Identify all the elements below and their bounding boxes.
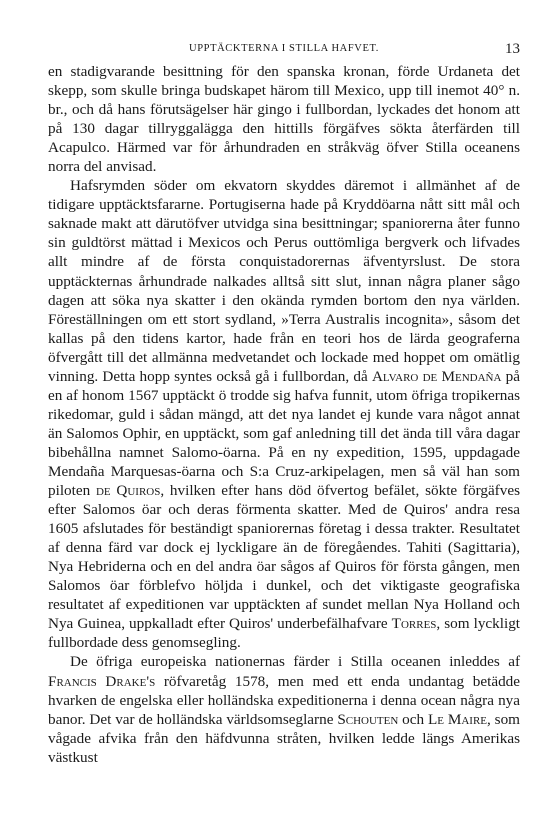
text-segment: en stadigvarande besittning för den spanska kronan, förde Urdaneta det skepp, som skulle bringa budskapet härom till Mexico, upp till inemot 40° n. br., och då hans förutsägelser här gingo i fullbordan, lyckades det honom att på 130 dagar tillryggalägga den hittills förgäfves sökta återfärden till Acapulco. Härmed var för århundraden en stråkväg öfver Stilla oceanens norra del anvisad. (48, 63, 520, 176)
person-name: Francis Drake's (48, 672, 156, 690)
running-title: UPPTÄCKTERNA I STILLA HAFVET. (189, 43, 379, 54)
body-text (48, 62, 520, 767)
paragraph (48, 62, 520, 176)
text-segment: röfvaretåg 1578, men med ett enda undantag betädde hvarken de engelska eller holländska expeditionerna i denna ocean några nya banor. Det var de holländska världsomseglarne (48, 672, 520, 728)
text-segment: , som vågade afvika från den häfdvunna stråten, hvilken ledde längs Amerikas västkust (48, 710, 520, 766)
text-segment: De öfriga europeiska nationernas färder i Stilla oceanen inleddes af (70, 653, 520, 671)
text-segment: på en af honom 1567 upptäckt ö trodde sig hafva funnit, utom öfriga tropikernas rikedomar, guld i sådan mängd, att det nya landet ej kunde vara något annat än Salomos Ophir, en upptäckt, som gaf anledning till det ända till våra dagar bibehållna namnet Salomo-öarna. På en ny expedition, 1595, uppdagade Mendaña Marquesas-öarna och S:a Cruz-arkipelagen, men så väl han som piloten (48, 367, 520, 500)
person-name: Alvaro de Mendaña (371, 367, 502, 385)
text-segment: Hafsrymden söder om ekvatorn skyddes däremot i allmänhet af de tidigare upptäcktsfararne. Portugiserna hade på Kryddöarna nått sitt mål och saknade makt att därutöfver utvidga sina besittningar; spaniorerna åter funno sin guldtörst mättad i Mexicos och Perus outtömliga bergverk och lifvades allt mindre af de första conquistadorernas äfventyrslust. De stora upptäckternas århundrade nalkades alltså sitt slut, innan några planer sågo dagen att söka nya skatter i den okända rymden bortom den nya världen. Föreställningen om ett stort sydland, »Terra Australis incognita», såsom det kallas på den tidens kartor, hade från en teori hos de lärda geograferna öfvergått till det allmänna medvetandet och lockade med hoppet om omätlig vinning. Detta hopp syntes också gå i fullbordan, då (48, 177, 520, 385)
person-name: de Quiros (95, 482, 161, 500)
person-name: Le Maire (427, 710, 488, 728)
text-segment: , som lyckligt fullbordade dess genomsegling. (48, 615, 521, 652)
person-name: Schouten (337, 710, 399, 728)
paragraph (48, 176, 520, 652)
text-segment: , hvilken efter hans död öfvertog befälet, sökte förgäfves efter Salomos öar och deras förmenta skatter. Med de Quiros' andra resa 1605 afslutades för beständigt spaniorernas företag i dessa trakter. Resultatet af denna färd var dock ej lyckligare än de föregåendes. Tahiti (Sagittaria), Nya Hebriderna och en del andra öar sågos af Quiros för första gången, men Salomos öar förblefvo höljda i dunkel, och det viktigaste geografiska resultatet af expeditionen var upptäckten af sundet mellan Nya Holland och Nya Guinea, uppkalladt efter Quiros' underbefälhafvare (48, 482, 520, 633)
text-segment: och (398, 710, 428, 728)
page-header (48, 38, 520, 60)
page-number: 13 (505, 41, 520, 57)
book-page (48, 38, 520, 767)
paragraph (48, 652, 520, 766)
person-name: Torres (391, 615, 437, 633)
